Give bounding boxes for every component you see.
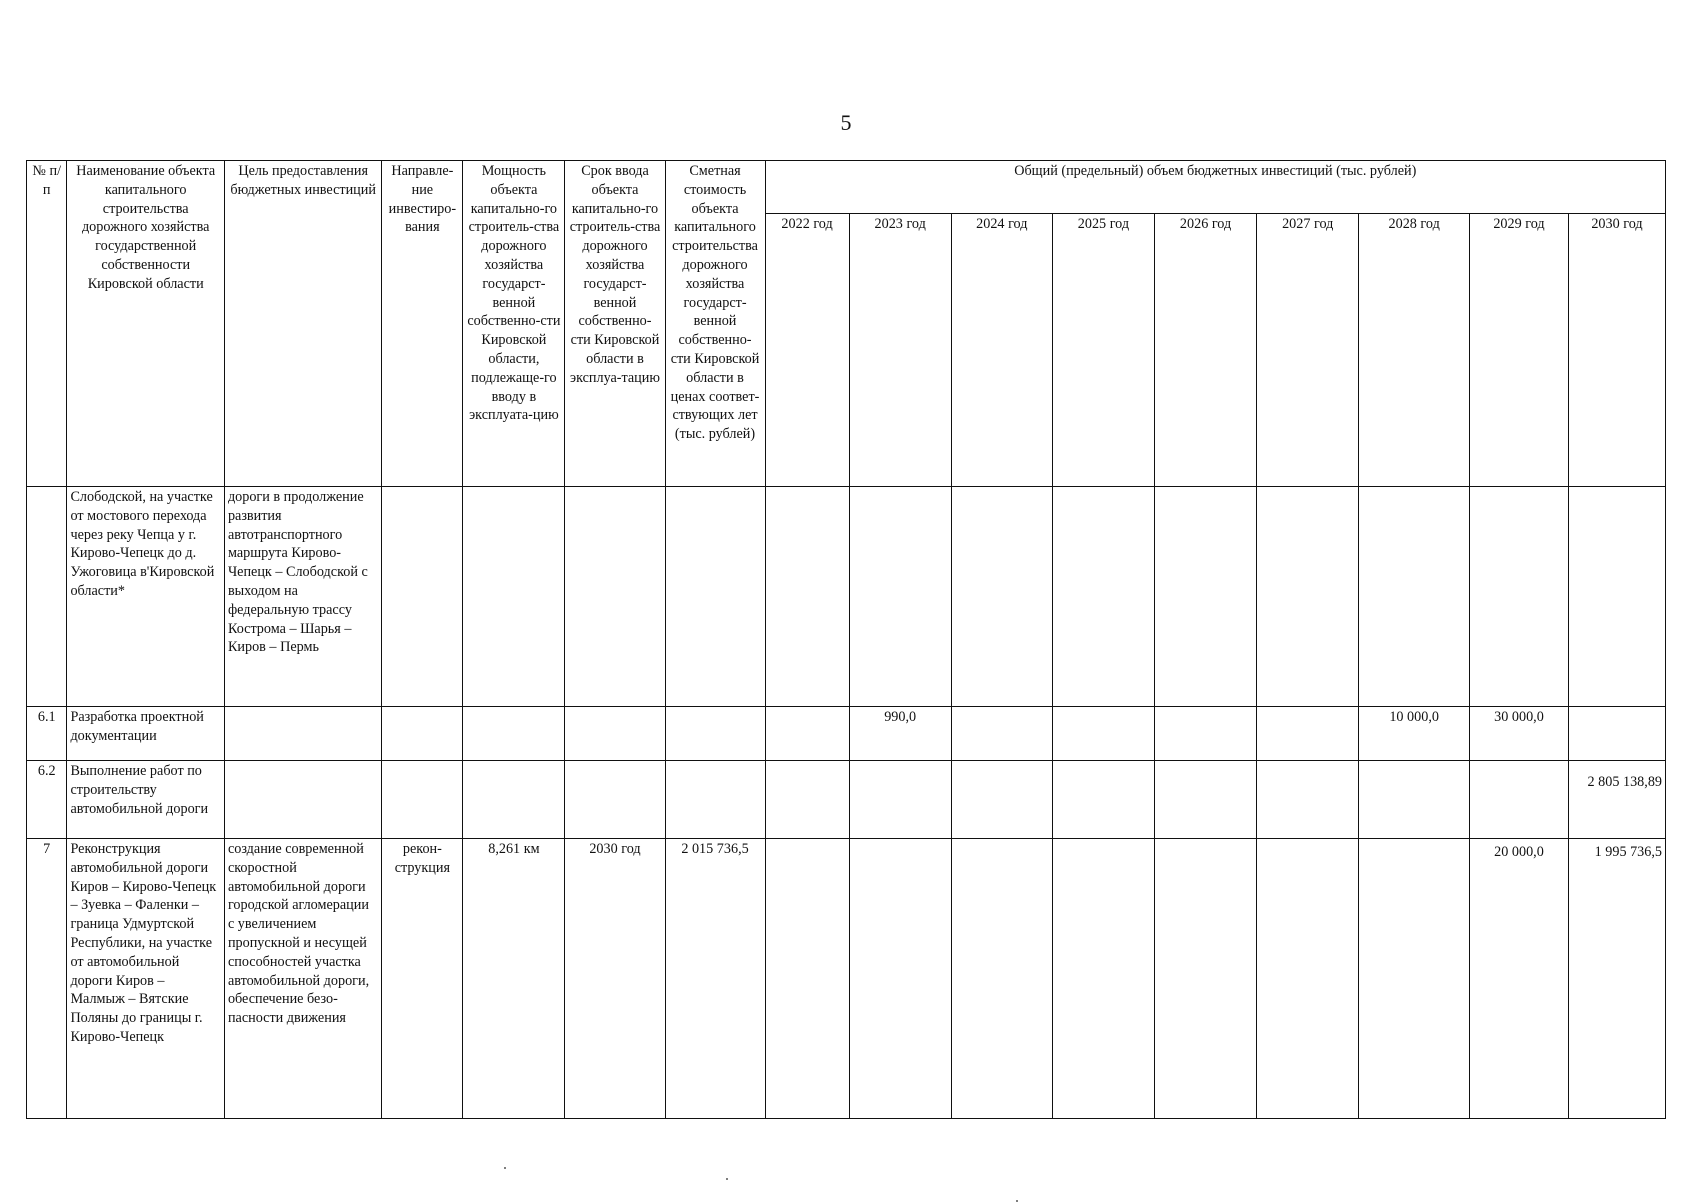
row-capacity [463,707,565,761]
row-capacity [463,761,565,839]
header-goal: Цель предоставления бюджетных инвестиций [224,161,382,487]
row-year-2028 [1359,487,1470,707]
row-year-2022 [765,839,849,1119]
row-capacity [463,487,565,707]
row-year-2023 [849,761,951,839]
header-direction: Направле-ние инвестиро-вания [382,161,463,487]
row-year-2026 [1155,761,1257,839]
header-year-2027: 2027 год [1257,214,1359,487]
scan-speck [504,1167,506,1169]
row-no [27,487,67,707]
row-cost [665,707,765,761]
row-year-2029 [1469,761,1568,839]
row-direction [382,487,463,707]
row-term: 2030 год [565,839,665,1119]
row-capacity: 8,261 км [463,839,565,1119]
row-year-2026 [1155,839,1257,1119]
table-row [27,707,1666,761]
row-year-2025 [1052,761,1154,839]
row-year-2022 [765,487,849,707]
header-year-2029: 2029 год [1469,214,1568,487]
row-direction [382,707,463,761]
row-year-2025 [1052,839,1154,1119]
row-name: Слободской, на участке от мостового перехода через реку Чепца у г. Кирово-Чепецк до д. Ужоговица в'Кировской области* [67,487,225,707]
row-year-2030 [1568,707,1665,761]
header-name: Наименование объекта капитального строительства дорожного хозяйства государственной собственности Кировской области [67,161,225,487]
header-no: № п/п [27,161,67,487]
row-year-2028: 10 000,0 [1359,707,1470,761]
row-year-2022 [765,707,849,761]
row-year-2024 [951,761,1052,839]
row-no: 6.2 [27,761,67,839]
header-term: Срок ввода объекта капитально-го строитель-ства дорожного хозяйства государст-венной собственно-сти Кировской области в эксплуа-тацию [565,161,665,487]
row-year-2028 [1359,839,1470,1119]
row-goal: дороги в продолжение развития автотранспортного маршрута Кирово-Чепецк – Слободской с выходом на федеральную трассу Кострома – Шарья – Киров – Пермь [224,487,382,707]
row-term [565,487,665,707]
row-goal [224,761,382,839]
scan-speck [726,1178,728,1180]
row-cost [665,487,765,707]
page-number: 5 [840,110,852,135]
row-year-2023 [849,839,951,1119]
row-year-2029: 20 000,0 [1469,839,1568,1119]
row-term [565,707,665,761]
header-year-2028: 2028 год [1359,214,1470,487]
table-row [27,839,1666,1119]
header-row-top [27,161,1666,214]
row-term [565,761,665,839]
row-year-2030: 2 805 138,89 [1568,761,1665,839]
row-year-2024 [951,839,1052,1119]
header-total-volume: Общий (предельный) объем бюджетных инвестиций (тыс. рублей) [765,161,1665,214]
row-name: Реконструкция автомобильной дороги Киров – Кирово-Чепецк – Зуевка – Фаленки – граница Удмуртской Республики, на участке от автомобильной дороги Киров – Малмыж – Вятские Поляны до границы г. Кирово-Чепецк [67,839,225,1119]
header-year-2030: 2030 год [1568,214,1665,487]
row-year-2023 [849,487,951,707]
row-year-2024 [951,487,1052,707]
row-name: Выполнение работ по строительству автомобильной дороги [67,761,225,839]
header-year-2022: 2022 год [765,214,849,487]
row-name: Разработка проектной документации [67,707,225,761]
header-year-2025: 2025 год [1052,214,1154,487]
row-year-2027 [1257,487,1359,707]
row-year-2028 [1359,761,1470,839]
row-year-2027 [1257,839,1359,1119]
row-year-2029: 30 000,0 [1469,707,1568,761]
table-row [27,761,1666,839]
row-year-2027 [1257,761,1359,839]
table-row [27,487,1666,707]
header-year-2024: 2024 год [951,214,1052,487]
row-year-2022 [765,761,849,839]
row-no: 6.1 [27,707,67,761]
row-cost: 2 015 736,5 [665,839,765,1119]
header-year-2023: 2023 год [849,214,951,487]
row-year-2026 [1155,487,1257,707]
investment-table [26,160,1666,1119]
row-direction [382,761,463,839]
row-goal: создание современной скоростной автомобильной дороги городской агломерации с увеличением пропускной и несущей способностей участка автомобильной дороги, обеспечение безо-пасности движения [224,839,382,1119]
header-year-2026: 2026 год [1155,214,1257,487]
row-year-2029 [1469,487,1568,707]
row-cost [665,761,765,839]
row-year-2023: 990,0 [849,707,951,761]
header-capacity: Мощность объекта капитально-го строитель-ства дорожного хозяйства государст-венной собственно-сти Кировской области, подлежаще-го вводу в эксплуата-цию [463,161,565,487]
row-year-2025 [1052,487,1154,707]
row-year-2025 [1052,707,1154,761]
row-year-2027 [1257,707,1359,761]
header-cost: Сметная стоимость объекта капитального строительства дорожного хозяйства государст-венной собственно-сти Кировской области в ценах соответ-ствующих лет (тыс. рублей) [665,161,765,487]
row-year-2030 [1568,487,1665,707]
row-year-2026 [1155,707,1257,761]
row-no: 7 [27,839,67,1119]
row-goal [224,707,382,761]
row-year-2030: 1 995 736,5 [1568,839,1665,1119]
row-year-2024 [951,707,1052,761]
row-direction: рекон-струкция [382,839,463,1119]
